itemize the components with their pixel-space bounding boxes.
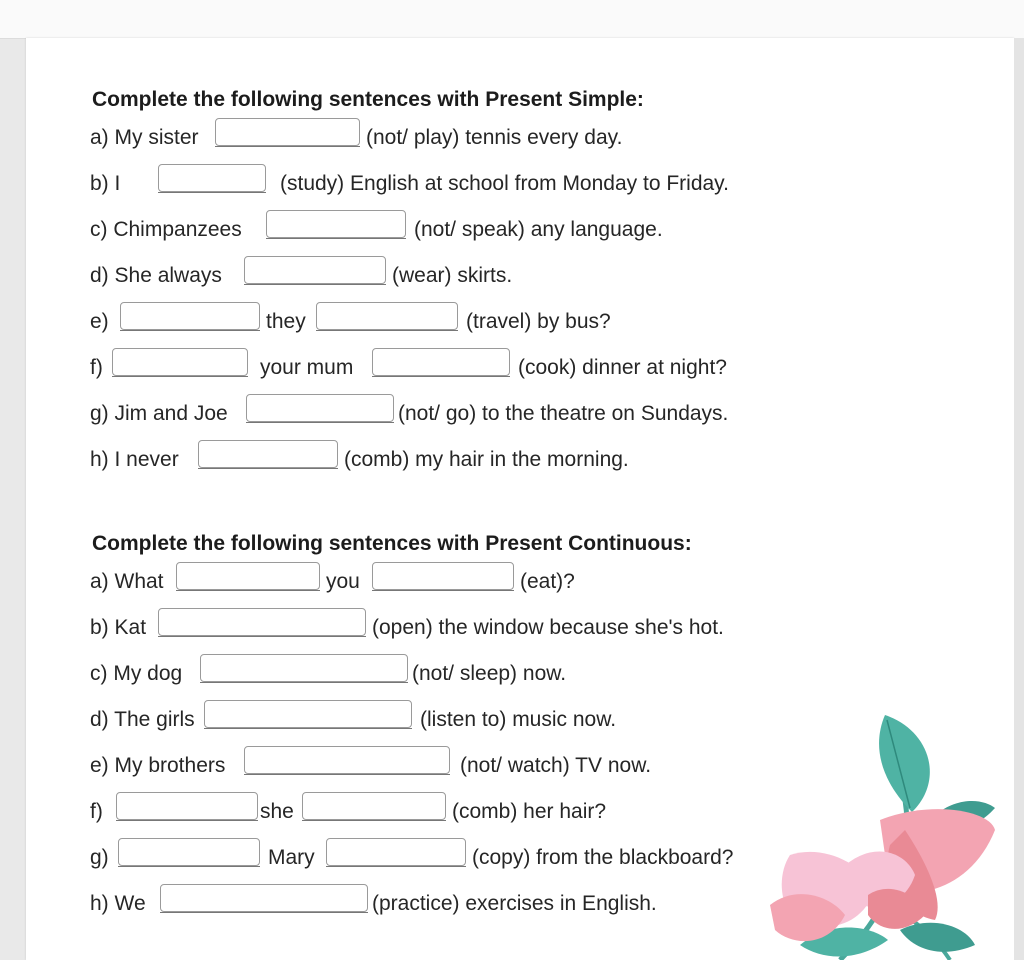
sentence-end: (not/ speak) any language.: [414, 218, 663, 241]
sentence-start: h) I never: [90, 448, 179, 471]
sentence-middle: Mary: [268, 846, 315, 869]
sentence-end: (study) English at school from Monday to Friday.: [280, 172, 729, 195]
sentence-start: b) Kat: [90, 616, 147, 639]
sentence-start: f): [90, 800, 103, 823]
sentence-middle: she: [260, 800, 294, 823]
sentence-start: e): [90, 310, 109, 333]
sentence-start: c) Chimpanzees: [90, 218, 242, 241]
sentence-end: (wear) skirts.: [392, 264, 513, 287]
sentence-end: (travel) by bus?: [466, 310, 611, 333]
sentence-end: (not/ go) to the theatre on Sundays.: [398, 402, 729, 425]
sentence-start: e) My brothers: [90, 754, 226, 777]
sentence-end: (comb) her hair?: [452, 800, 607, 823]
sentence-start: f): [90, 356, 103, 379]
sentence-end: (eat)?: [520, 570, 575, 593]
sentence-end: (practice) exercises in English.: [372, 892, 657, 915]
sentence-end: (listen to) music now.: [420, 708, 617, 731]
sentence-start: a) My sister: [90, 126, 199, 149]
sentence-start: g): [90, 846, 109, 869]
sentence-end: (not/ play) tennis every day.: [366, 126, 623, 149]
sentence-end: (not/ watch) TV now.: [460, 754, 652, 777]
sentence-middle: they: [266, 310, 306, 333]
sentence-end: (not/ sleep) now.: [412, 662, 567, 685]
sentence-end: (copy) from the blackboard?: [472, 846, 734, 869]
sentence-start: h) We: [90, 892, 146, 915]
sentence-end: (comb) my hair in the morning.: [344, 448, 629, 471]
sentence-start: a) What: [90, 570, 164, 593]
sentence-start: d) She always: [90, 264, 222, 287]
sentence-end: (open) the window because she's hot.: [372, 616, 724, 639]
sentence-end: (cook) dinner at night?: [518, 356, 727, 379]
sentence-start: g) Jim and Joe: [90, 402, 228, 425]
section-title-present-simple: Complete the following sentences with Present Simple:: [92, 88, 644, 111]
sentence-middle: you: [326, 570, 360, 593]
section-title-present-continuous: Complete the following sentences with Present Continuous:: [92, 532, 692, 555]
sentence-start: b) I: [90, 172, 121, 195]
sentence-start: d) The girls: [90, 708, 195, 731]
sentence-start: c) My dog: [90, 662, 183, 685]
sentence-middle: your mum: [260, 356, 354, 379]
